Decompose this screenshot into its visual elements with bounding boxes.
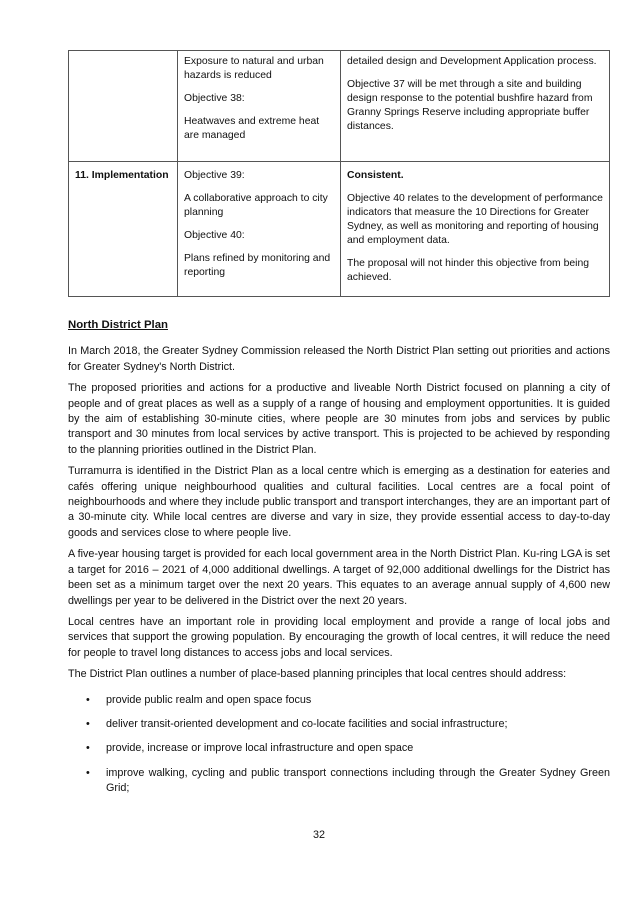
objective-text: Heatwaves and extreme heat are managed <box>184 116 320 141</box>
objective-text: Exposure to natural and urban hazards is reduced <box>184 56 324 81</box>
table-cell-direction: 11. Implementation <box>69 162 178 297</box>
table-cell-objectives <box>178 162 341 297</box>
consistency-table <box>68 50 610 297</box>
list-item <box>68 741 610 756</box>
list-item-text: provide public realm and open space focus <box>106 693 312 706</box>
table-cell-comment <box>341 51 610 162</box>
comment-text: Objective 37 will be met through a site and building design response to the potential bushfire hazard from Granny Springs Reserve including appropriate buffer distances. <box>347 79 593 132</box>
comment-text: The proposal will not hinder this objective from being achieved. <box>347 258 589 283</box>
comment-text: detailed design and Development Application process. <box>347 56 597 67</box>
table-cell-direction <box>69 51 178 162</box>
table-row <box>69 51 610 162</box>
section-heading: North District Plan <box>68 319 168 331</box>
paragraph: Local centres have an important role in providing local employment and provide a range of local jobs and services that support the growing population. By encouraging the growth of local centres, it will reduce the need for people to travel long distances to access jobs and local services. <box>68 615 610 659</box>
comment-text: Objective 40 relates to the development of performance indicators that measure the 10 Directions for Greater Sydney, as well as monitoring and reporting of housing and employment data. <box>347 193 603 246</box>
list-item-text: deliver transit-oriented development and co-locate facilities and social infrastructure; <box>106 717 508 730</box>
list-item <box>68 717 610 732</box>
bullet-icon: • <box>86 717 90 730</box>
paragraph: The District Plan outlines a number of place-based planning principles that local centres should address: <box>68 668 567 681</box>
section-body <box>68 318 610 806</box>
list-item-text: provide, increase or improve local infrastructure and open space <box>106 742 414 755</box>
bullet-icon: • <box>86 766 90 779</box>
consistency-label: Consistent. <box>347 170 404 181</box>
table-row <box>69 162 610 297</box>
bullet-icon: • <box>86 742 90 755</box>
list-item <box>68 766 610 797</box>
objective-text: Objective 39: <box>184 170 245 181</box>
objective-text: A collaborative approach to city planning <box>184 193 328 218</box>
paragraph: In March 2018, the Greater Sydney Commission released the North District Plan setting out priorities and actions for Greater Sydney's North District. <box>68 345 610 373</box>
objective-text: Objective 40: <box>184 230 245 241</box>
bullet-list <box>68 693 610 797</box>
objective-text: Objective 38: <box>184 93 245 104</box>
paragraph: The proposed priorities and actions for a productive and liveable North District focused on planning a city of people and of great places as well as a supply of a range of housing and employment opportunities. It is guided by the aim of establishing 30-minute cities, where people are 30 minutes from jobs and services by public transport and 30 minutes from local services by active transport. This is projected to be achieved by responding to the planning priorities outlined in the District Plan. <box>68 382 610 456</box>
paragraph: Turramurra is identified in the District Plan as a local centre which is emerging as a destination for eateries and cafés offering unique neighbourhood qualities and cultural facilities. Local centres are a focal point of neighbourhoods and where they include public transport and transport interchanges, they are an important part of a 30-minute city. While local centres are diverse and vary in size, they provide essential access to day-to-day goods and services close to where people live. <box>68 465 610 539</box>
paragraph: A five-year housing target is provided for each local government area in the North District Plan. Ku-ring LGA is set a target for 2016 – 2021 of 4,000 additional dwellings. A target of 92,000 additional dwellings for the District has been set as a minimum target over the next 20 years. This equates to an average annual supply of 4,600 new dwellings per year to be delivered in the District over the next 20 years. <box>68 548 610 607</box>
table-cell-comment <box>341 162 610 297</box>
bullet-icon: • <box>86 693 90 706</box>
list-item <box>68 693 610 708</box>
table-cell-objectives <box>178 51 341 162</box>
objective-text: Plans refined by monitoring and reporting <box>184 253 331 278</box>
page-number: 32 <box>312 829 325 841</box>
list-item-text: improve walking, cycling and public transport connections including through the Greater Sydney Green Grid; <box>106 766 610 795</box>
